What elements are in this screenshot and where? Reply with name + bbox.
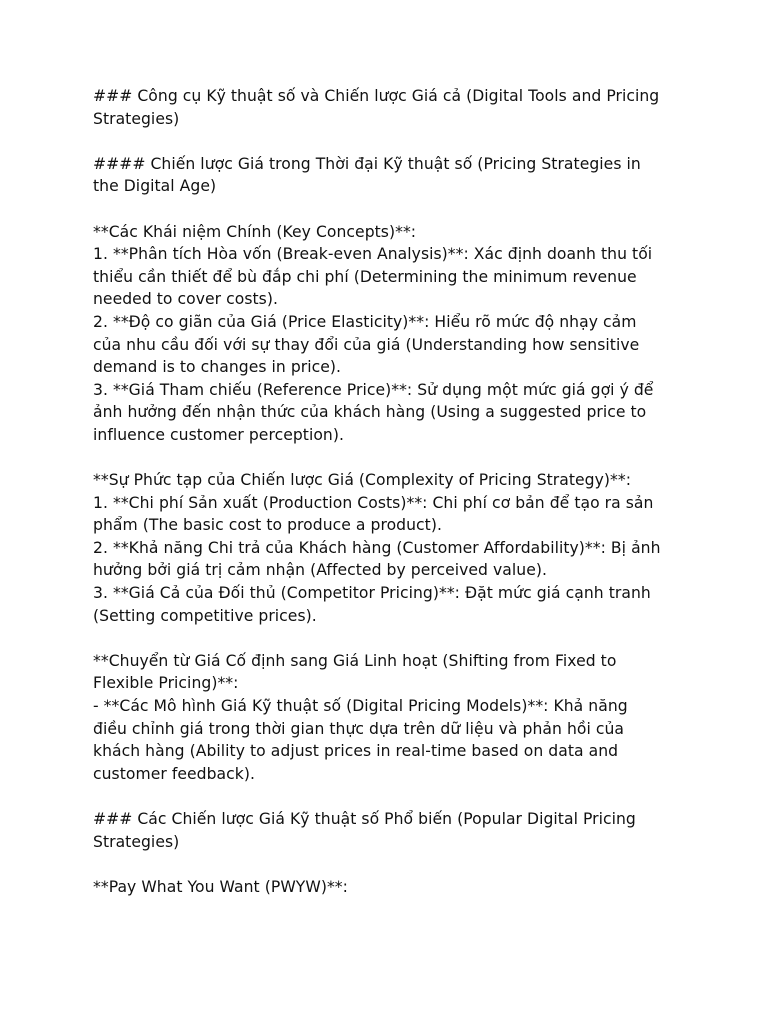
text-line: **Sự Phức tạp của Chiến lược Giá (Complexity of Pricing Strategy)**:: [93, 471, 632, 490]
text-line: **Chuyển từ Giá Cố định sang Giá Linh hoạt (Shifting from Fixed to: [93, 651, 617, 670]
subheading-digital-age: [93, 153, 693, 198]
text-line: the Digital Age): [93, 177, 217, 196]
text-line: 1. **Chi phí Sản xuất (Production Costs)**: Chi phí cơ bản để tạo ra sản: [93, 493, 654, 512]
text-line: khách hàng (Ability to adjust prices in real-time based on data and: [93, 742, 619, 761]
text-line: điều chỉnh giá trong thời gian thực dựa trên dữ liệu và phản hồi của: [93, 719, 625, 738]
heading-digital-tools: [93, 85, 693, 130]
text-line: - **Các Mô hình Giá Kỹ thuật số (Digital Pricing Models)**: Khả năng: [93, 697, 628, 716]
text-line: ### Các Chiến lược Giá Kỹ thuật số Phổ biến (Popular Digital Pricing: [93, 810, 636, 828]
text-line: **Pay What You Want (PWYW)**:: [93, 877, 348, 896]
section-pricing-complexity: [93, 469, 693, 627]
text-line: customer feedback).: [93, 764, 256, 783]
heading-popular-strategies: [93, 808, 693, 853]
text-line: thiểu cần thiết để bù đắp chi phí (Determining the minimum revenue: [93, 267, 637, 286]
text-line: Flexible Pricing)**:: [93, 674, 239, 693]
text-line: 3. **Giá Tham chiếu (Reference Price)**: Sử dụng một mức giá gợi ý để: [93, 380, 654, 399]
text-line: (Setting competitive prices).: [93, 606, 317, 625]
text-line: phẩm (The basic cost to produce a product).: [93, 516, 442, 535]
section-pwyw: [93, 876, 693, 899]
text-line: Strategies): [93, 832, 180, 851]
text-line: 2. **Độ co giãn của Giá (Price Elasticity)**: Hiểu rõ mức độ nhạy cảm: [93, 312, 637, 331]
document-page: [93, 85, 693, 921]
text-line: ảnh hưởng đến nhận thức của khách hàng (Using a suggested price to: [93, 403, 647, 422]
text-line: influence customer perception).: [93, 425, 344, 444]
text-line: needed to cover costs).: [93, 290, 279, 309]
text-line: Strategies): [93, 109, 180, 128]
section-fixed-to-flexible: [93, 650, 693, 786]
text-line: của nhu cầu đối với sự thay đổi của giá (Understanding how sensitive: [93, 335, 640, 354]
text-line: **Các Khái niệm Chính (Key Concepts)**:: [93, 222, 417, 241]
text-line: demand is to changes in price).: [93, 358, 342, 377]
text-line: 3. **Giá Cả của Đối thủ (Competitor Pricing)**: Đặt mức giá cạnh tranh: [93, 584, 651, 603]
text-line: 1. **Phân tích Hòa vốn (Break-even Analysis)**: Xác định doanh thu tối: [93, 245, 653, 264]
text-line: 2. **Khả năng Chi trả của Khách hàng (Customer Affordability)**: Bị ảnh: [93, 538, 661, 557]
text-line: #### Chiến lược Giá trong Thời đại Kỹ thuật số (Pricing Strategies in: [93, 154, 641, 173]
text-line: hưởng bởi giá trị cảm nhận (Affected by perceived value).: [93, 561, 547, 580]
section-key-concepts: [93, 221, 693, 447]
text-line: ### Công cụ Kỹ thuật số và Chiến lược Giá cả (Digital Tools and Pricing: [93, 87, 660, 105]
